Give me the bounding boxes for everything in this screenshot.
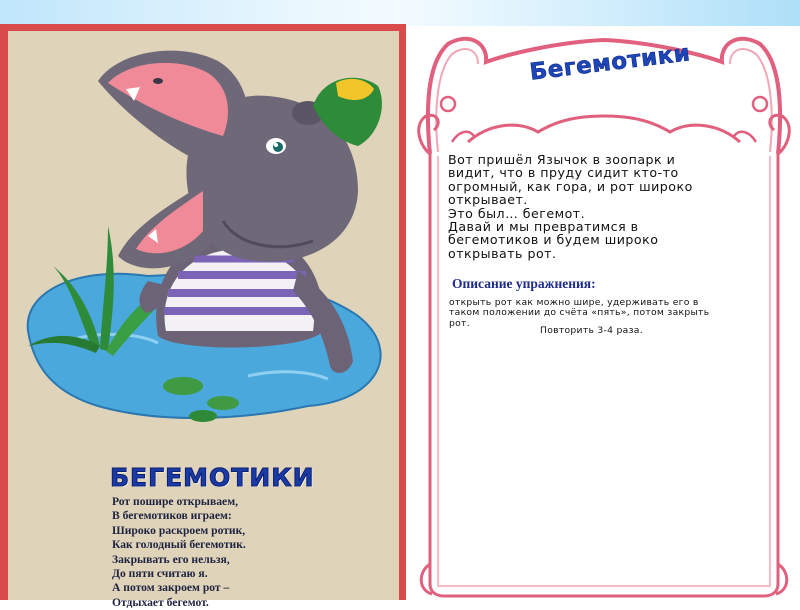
exercise-line: таком положении до счёта «пять», потом закрыть [449,307,710,319]
exercise-line: открыть рот как можно шире, удерживать его в [449,297,699,308]
story-line: Вот пришёл Язычок в зоопарк и [448,152,676,167]
story-line: открывать рот. [448,245,557,261]
poem-text [112,495,246,610]
left-illustration-card [0,24,406,609]
story-line: открывает. [448,192,528,208]
poem-title: БЕГЕМОТИКИ [110,463,315,492]
top-gradient-bar [0,0,800,26]
story-line: огромный, как гора, и рот широко [448,178,693,194]
poem-line: А потом закроем рот – [112,581,230,595]
story-text [448,153,693,260]
poem-line: В бегемотиков играем: [112,509,232,523]
poem-line: До пяти считаю я. [112,567,208,581]
left-card-inner [8,31,399,609]
repeat-instruction: Повторить 3-4 раза. [540,325,643,336]
poem-line: Как голодный бегемотик. [112,538,246,552]
poem-line: Широко раскроем ротик, [112,523,246,537]
story-line: Давай и мы превратимся в [448,219,639,235]
poem-line: Рот пошире открываем, [112,495,238,508]
card-heading: Бегемотики [528,40,692,86]
story-line: видит, что в пруду сидит кто-то [448,165,679,181]
poem-line: Закрывать его нельзя, [112,552,230,566]
exercise-line: рот. [449,317,470,329]
poem-line: Отдыхает бегемот. [112,595,209,609]
story-line: Это был… бегемот. [448,205,586,221]
story-line: бегемотиков и будем широко [448,232,659,248]
exercise-title: Описание упражнения: [452,276,596,291]
hippo-illustration [8,31,399,451]
